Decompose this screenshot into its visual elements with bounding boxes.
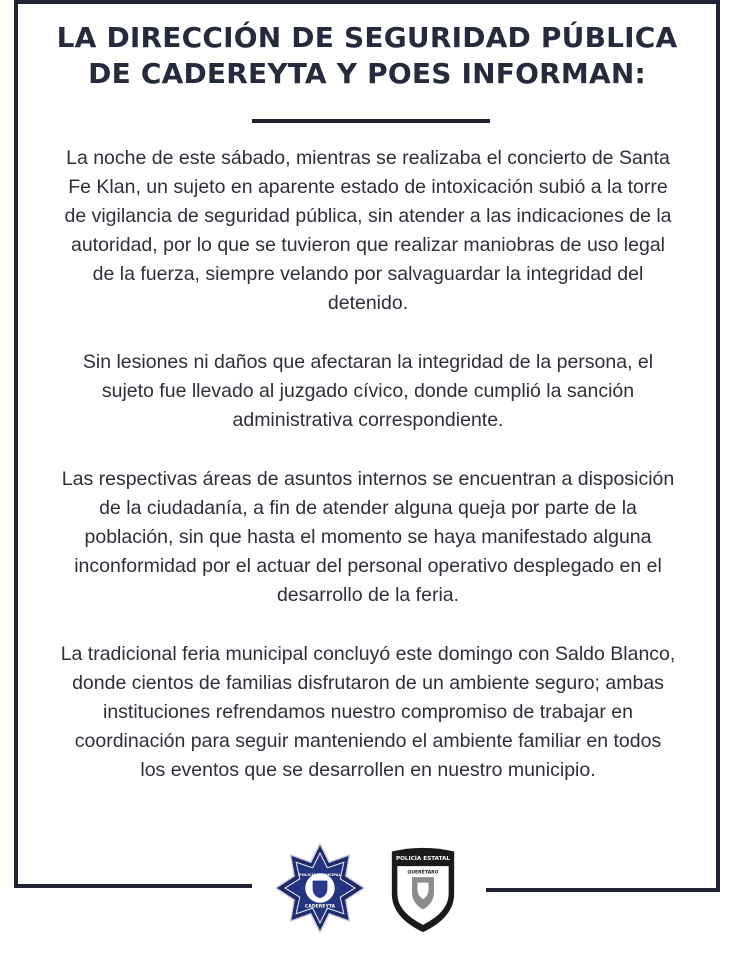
police-star-badge-icon: [274, 842, 366, 934]
statement-body: [60, 144, 676, 815]
frame-bottom-right-border: [486, 888, 720, 892]
paragraph-internal-affairs: Las respectivas áreas de asuntos internos se encuentran a disposición de la ciudadanía, a fin de atender alguna queja por parte de la población, sin que hasta el momento se haya manifestado alguna inconformidad por el actuar del personal operativo desplegado en el desarrollo de la feria.: [61, 468, 675, 606]
paragraph-outcome: Sin lesiones ni daños que afectaran la integridad de la persona, el sujeto fue llevado al juzgado cívico, donde cumplió la sanción administrativa correspondiente.: [82, 351, 654, 431]
title-line-2: DE CADEREYTA Y POES INFORMAN:: [88, 57, 646, 90]
frame-bottom-left-border: [14, 884, 252, 888]
paragraph-conclusion: La tradicional feria municipal concluyó este domingo con Saldo Blanco, donde cientos de familias disfrutaron de un ambiente seguro; ambas instituciones refrendamos nuestro compromiso de trabajar en coordinación para seguir manteniendo el ambiente familiar en todos los eventos que se desarrollen en nuestro municipio.: [60, 643, 676, 781]
title-divider: [252, 119, 490, 123]
title-line-1: LA DIRECCIÓN DE SEGURIDAD PÚBLICA: [56, 21, 678, 54]
frame-right-border: [716, 0, 720, 892]
frame-top-border: [14, 0, 720, 4]
state-badge-top-text: POLICÍA ESTATAL: [395, 855, 451, 862]
municipal-badge-top-text: POLICÍA MUNICIPAL: [298, 872, 342, 878]
logos-row: [274, 842, 474, 952]
paragraph-incident: La noche de este sábado, mientras se realizaba el concierto de Santa Fe Klan, un sujeto en aparente estado de intoxicación subió a la torre de vigilancia de seguridad pública, sin atender a las indicaciones de la autoridad, por lo que se tuvieron que realizar maniobras de uso legal de la fuerza, siempre velando por salvaguardar la integridad del detenido.: [64, 147, 672, 314]
frame-left-border: [14, 0, 18, 888]
page-title: [18, 20, 716, 92]
municipal-badge-bottom-text: CADEREYTA: [304, 904, 336, 910]
police-shield-badge-icon: [386, 846, 460, 934]
state-badge-bottom-text: QUERÉTARO: [407, 870, 439, 876]
